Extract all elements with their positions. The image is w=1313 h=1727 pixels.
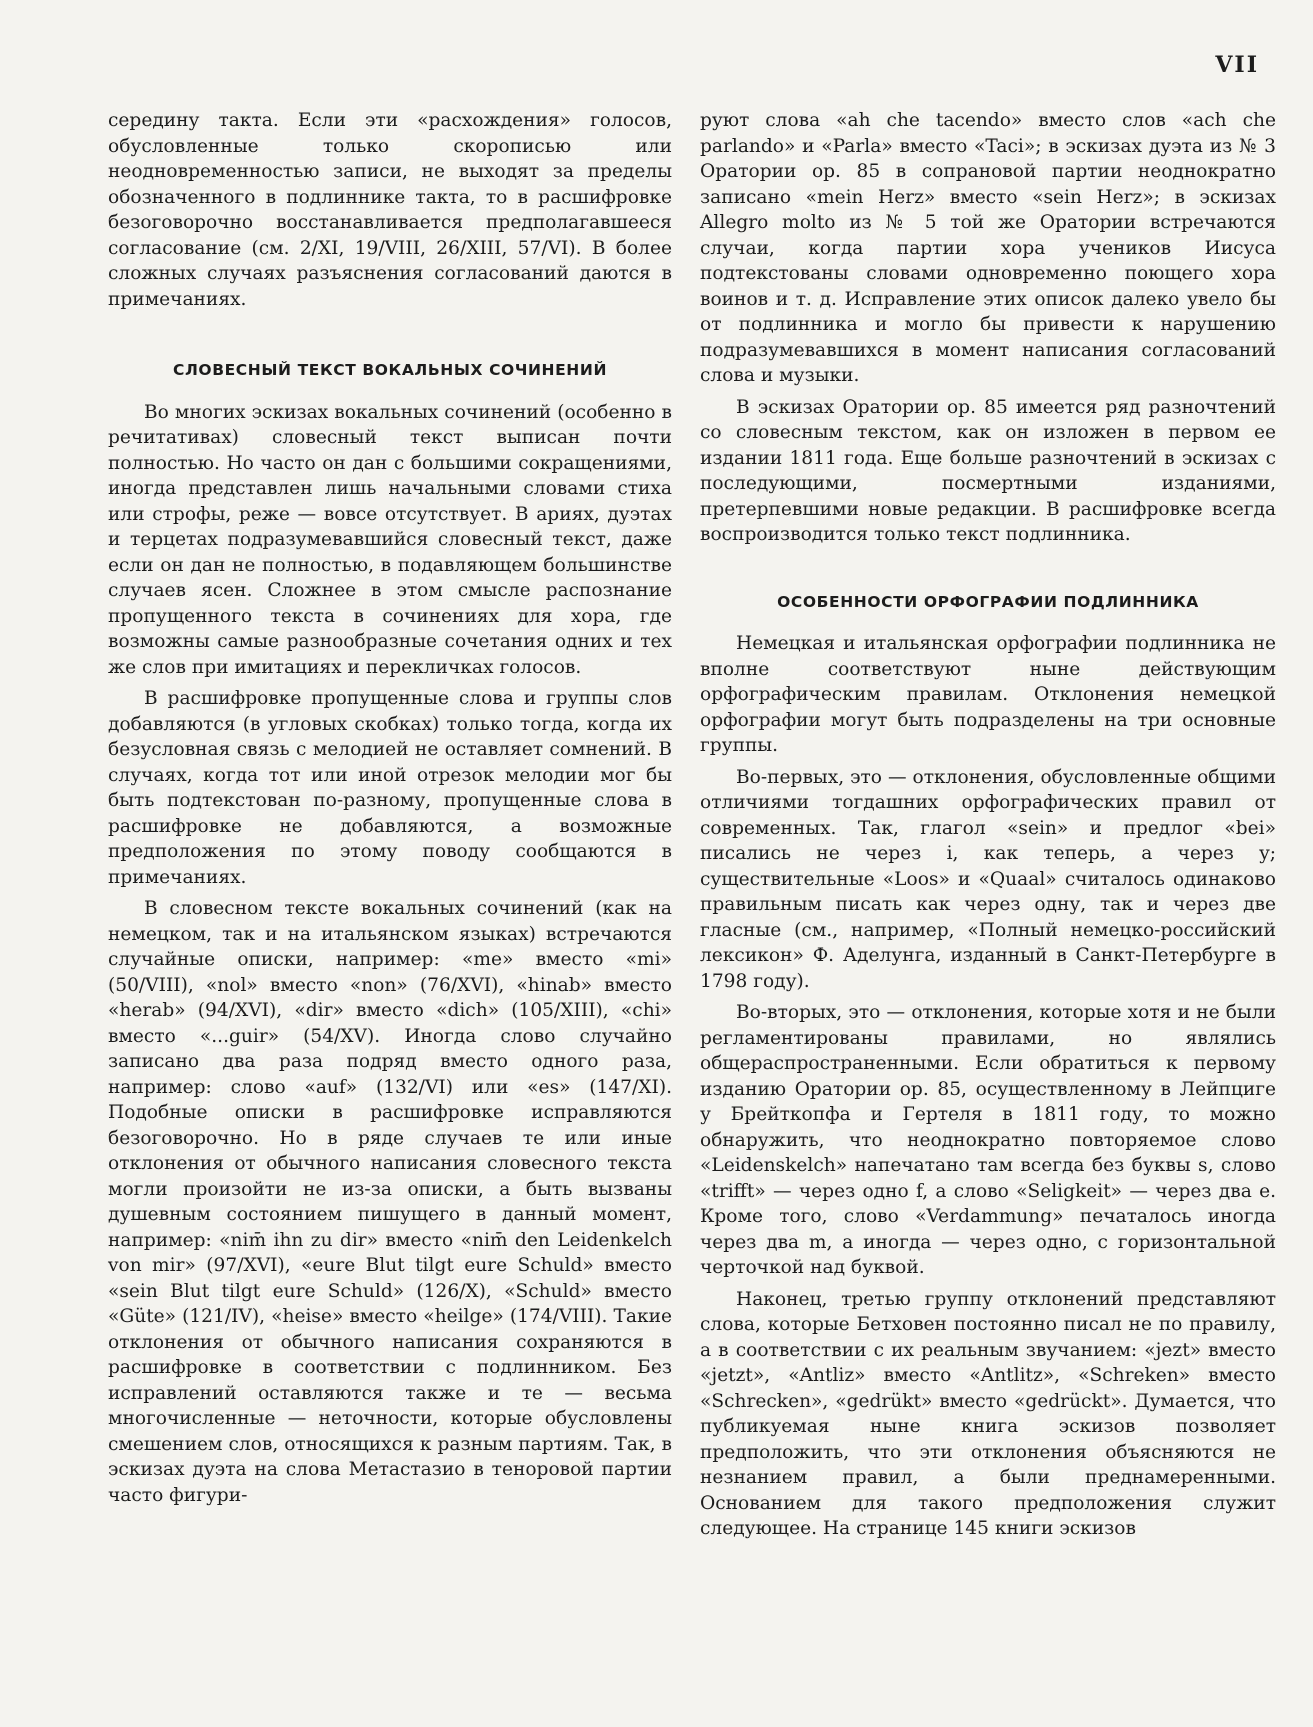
paragraph: руют слова «ah che tacendo» вместо слов «ach che parlando» и «Parla» вместо «Taci»; в эскизах дуэта из № 3 Оратории ор. 85 в сопрановой партии неоднократно записано «mein Herz» вместо «sein Herz»; в эскизах Allegro molto из № 5 той же Оратории встречаются случаи, когда партии хора учеников Иисуса подтекстованы словами одновременно поющего хора воинов и т. д. Исправление этих описок далеко увело бы от подлинника и могло бы привести к нарушению подразумевавшихся в момент написания согласований слова и музыки.: [700, 110, 1276, 386]
paragraph: Во-вторых, это — отклонения, которые хотя и не были регламентированы правилами, но являлись общераспространенными. Если обратиться к первому изданию Оратории ор. 85, осуществленному в Лейпциге у Брейткопфа и Гертеля в 1811 году, то можно обнаружить, что неоднократно повторяемое слово «Leidenskelch» напечатано там всегда без буквы s, слово «trifft» — через одно f, а слово «Seligkeit» — через два e. Кроме того, слово «Verdammung» печаталось иногда через два m, а иногда — через одно, с горизонтальной черточкой над буквой.: [700, 1002, 1276, 1278]
section-heading: СЛОВЕСНЫЙ ТЕКСТ ВОКАЛЬНЫХ СОЧИНЕНИЙ: [172, 361, 608, 379]
paragraph: Наконец, третью группу отклонений представляют слова, которые Бетховен постоянно писал не по правилу, а в соответствии с их реальным звучанием: «jezt» вместо «jetzt», «Antliz» вместо «Antlitz», «Schreken» вместо «Schrecken», «gedrükt» вместо «gedrückt». Думается, что публикуемая ныне книга эскизов позволяет предположить, что эти отклонения объясняются не незнанием правил, а были преднамеренными. Основанием для такого предположения служит следующее. На странице 145 книги эскизов: [700, 1288, 1276, 1539]
left-column: [108, 108, 672, 1514]
paragraph: В эскизах Оратории ор. 85 имеется ряд разночтений со словесным текстом, как он изложен в первом ее издании 1811 года. Еще больше разночтений в эскизах с последующими, посмертными изданиями, претерпевшими новые редакции. В расшифровке всегда воспроизводится только текст подлинника.: [700, 396, 1276, 545]
paragraph: Немецкая и итальянская орфографии подлинника не вполне соответствуют ныне действующим орфографическим правилам. Отклонения немецкой орфографии могут быть подразделены на три основные группы.: [700, 633, 1276, 756]
paragraph: В расшифровке пропущенные слова и группы слов добавляются (в угловых скобках) только тогда, когда их безусловная связь с мелодией не оставляет сомнений. В случаях, когда тот или иной отрезок мелодии мог бы быть подтекстован по-разному, пропущенные слова в расшифровке не добавляются, а возможные предположения по этому поводу сообщаются в примечаниях.: [108, 688, 672, 888]
paragraph: Во многих эскизах вокальных сочинений (особенно в речитативах) словесный текст выписан почти полностью. Но часто он дан с большими сокращениями, иногда представлен лишь начальными словами стиха или строфы, реже — вовсе отсутствует. В ариях, дуэтах и терцетах подразумевавшийся словесный текст, даже если он дан не полностью, в подавляющем большинстве случаев ясен. Сложнее в этом смысле распознание пропущенного текста в сочинениях для хора, где возможны самые разнообразные сочетания одних и тех же слов при имитациях и перекличках голосов.: [108, 401, 672, 678]
paragraph: В словесном тексте вокальных сочинений (как на немецком, так и на итальянском языках) встречаются случайные описки, например: «me» вместо «mi» (50/VIII), «nol» вместо «non» (76/XVI), «hinab» вместо «herab» (94/XVI), «dir» вместо «dich» (105/XIII), «chi» вместо «...guir» (54/XV). Иногда слово случайно записано два раза подряд вместо одного раза, например: слово «auf» (132/VI) или «es» (147/XI). Подобные описки в расшифровке исправляются безоговорочно. Но в ряде случаев те или иные отклонения от обычного написания словесного текста могли произойти не из-за описки, а быть вызваны душевным состоянием пишущего в данный момент, например: «nim̄ ihn zu dir» вместо «nim̄ den Leidenkelch von mir» (97/XVI), «eure Blut tilgt eure Schuld» вместо «sein Blut tilgt eure Schuld» (126/X), «Schuld» вместо «Güte» (121/IV), «heise» вместо «heilge» (174/VIII). Такие отклонения от обычного написания сохраняются в расшифровке в соответствии с подлинником. Без исправлений оставляются также и те — весьма многочисленные — неточности, которые обусловлены смешением слов, относящихся к разным партиям. Так, в эскизах дуэта на слова Метастазио в теноровой партии часто фигури-: [108, 898, 672, 1506]
right-column: [700, 108, 1276, 1548]
paragraph: Во-первых, это — отклонения, обусловленные общими отличиями тогдашних орфографических правил от современных. Так, глагол «sein» и предлог «bei» писались не через i, как теперь, а через y; существительные «Loos» и «Quaal» считалось одинаково правильным писать как через одну, так и через две гласные (см., например, «Полный немецко-российский лексикон» Ф. Аделунга, изданный в Санкт-Петербурге в 1798 году).: [700, 766, 1276, 992]
section-heading: ОСОБЕННОСТИ ОРФОГРАФИИ ПОДЛИННИКА: [777, 592, 1199, 611]
paragraph: середину такта. Если эти «расхождения» голосов, обусловленные только скорописью или неодновременностью записи, не выходят за пределы обозначенного в подлиннике такта, то в расшифровке безоговорочно восстанавливается предполагавшееся согласование (см. 2/XI, 19/VIII, 26/XIII, 57/VI). В более сложных случаях разъяснения согласований даются в примечаниях.: [108, 110, 672, 310]
page-number: VII: [1215, 52, 1259, 78]
